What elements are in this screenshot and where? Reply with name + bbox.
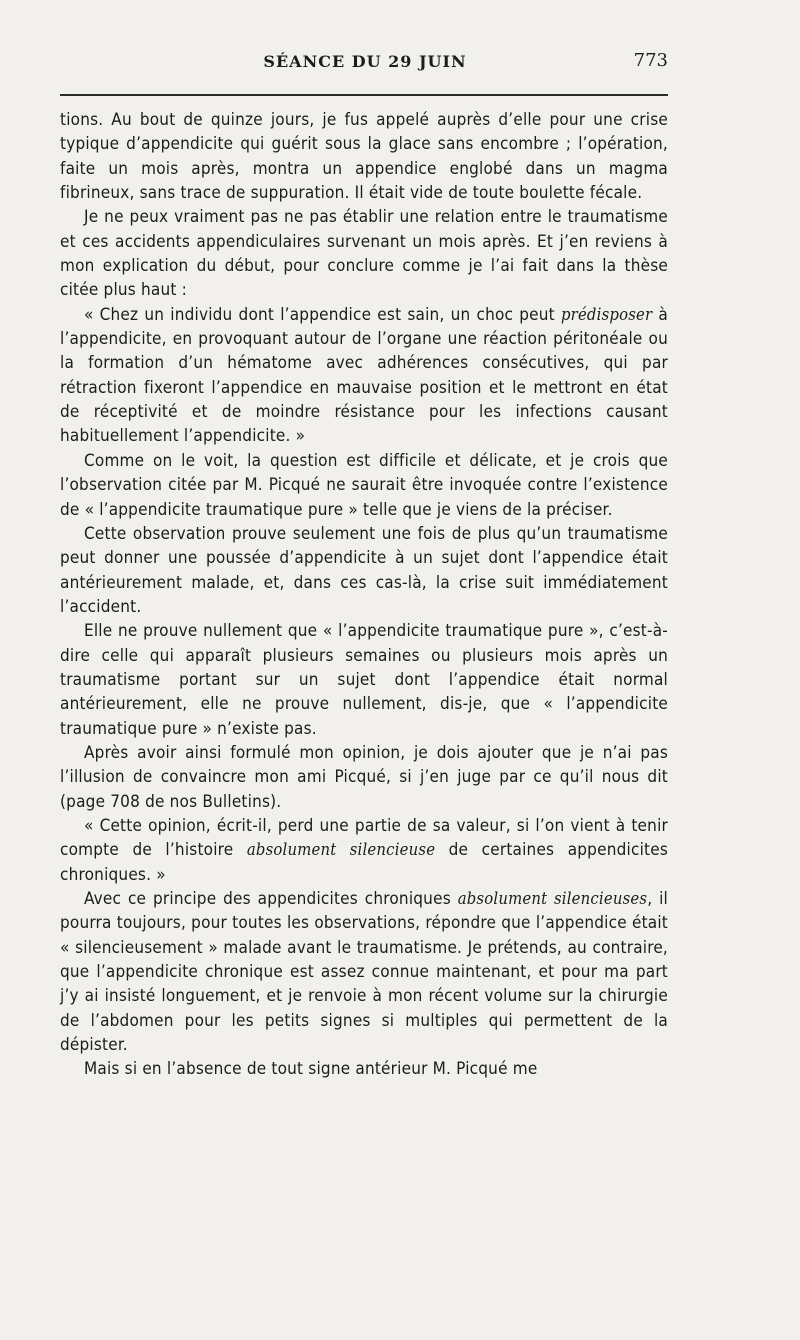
paragraph [60,887,668,1057]
paragraph [60,303,668,449]
paragraph [60,1057,668,1081]
text-run: Comme on le voit, la question est difficile et délicate, et je crois que l’observation citée par M. Picqué ne saurait être invoquée contre l’existence de « l’appendicite traumatique pure » telle que je viens de la préciser. [60,450,668,520]
text-run: tions. Au bout de quinze jours, je fus appelé auprès d’elle pour une crise typique d’appendicite qui guérit sous la glace sans encombre ; l’opération, faite un mois après, montra un appendice englobé dans un magma fibrineux, sans trace de suppuration. Il était vide de toute boulette fécale. [60,110,668,204]
page-number: 773 [633,50,668,71]
text-run: Avec ce principe des appendicites chroniques [84,889,458,909]
text-run: « Chez un individu dont l’appendice est sain, un choc peut [84,304,561,325]
italic-text: prédisposer [560,304,653,324]
text-run: de certaines appendicites chroniques. » [60,840,668,885]
text-run: à l’appendicite, en provoquant autour de l’organe une réaction péritonéale ou la formation d’un hématome avec adhérences consécutives, qui par rétraction fixeront l’appendice en mauvaise position et le mettront en état de réceptivité et de moindre résistance pour les infections causant habituellement l’appendicite. » [60,304,668,447]
text-run: Après avoir ainsi formulé mon opinion, je dois ajouter que je n’ai pas l’illusion de convaincre mon ami Picqué, si j’en juge par ce qu’il nous dit (page 708 de nos Bulletins). [60,742,668,812]
paragraph [60,205,668,302]
text-run: Je ne peux vraiment pas ne pas établir une relation entre le traumatisme et ces accidents appendiculaires survenant un mois après. Et j’en reviens à mon explication du début, pour conclure comme je l’ai fait dans la thèse citée plus haut : [60,207,668,301]
paragraph [60,814,668,887]
text-run: , il pourra toujours, pour toutes les observations, répondre que l’appendice était « silencieusement » malade avant le traumatisme. Je prétends, au contraire, que l’appendicite chronique est assez connue maintenant, et pour ma part j’y ai insisté longuement, et je renvoie à mon récent volume sur la chirurgie de l’abdomen pour les petits signes si multiples qui permettent de la dépister. [60,889,668,1056]
text-run: Elle ne prouve nullement que « l’appendicite traumatique pure », c’est-à-dire celle qui apparaît plusieurs semaines ou plusieurs mois après un traumatisme portant sur un sujet dont l’appendice était normal antérieurement, elle ne prouve nullement, dis-je, que « l’appendicite traumatique pure » n’existe pas. [60,621,668,739]
paragraph [60,449,668,522]
italic-text: absolument silencieuse [246,840,436,860]
italic-text: absolument silencieuses [457,889,648,908]
text-run: « Cette opinion, écrit-il, perd une partie de sa valeur, si l’on vient à tenir compte de l’histoire [60,815,668,861]
running-head [62,50,668,76]
text-run: Cette observation prouve seulement une fois de plus qu’un traumatisme peut donner une poussée d’appendicite à un sujet dont l’appendice était antérieurement malade, et, dans ces cas-là, la crise suit immédiatement l’accident. [60,523,668,617]
running-title: SÉANCE DU 29 JUIN [263,52,467,71]
paragraph [60,522,668,619]
text-run: Mais si en l’absence de tout signe antérieur M. Picqué me [84,1059,538,1080]
paragraph [60,619,668,741]
paragraph [60,741,668,814]
body-text [60,108,668,1082]
paragraph [60,108,668,205]
header-rule [60,94,668,96]
